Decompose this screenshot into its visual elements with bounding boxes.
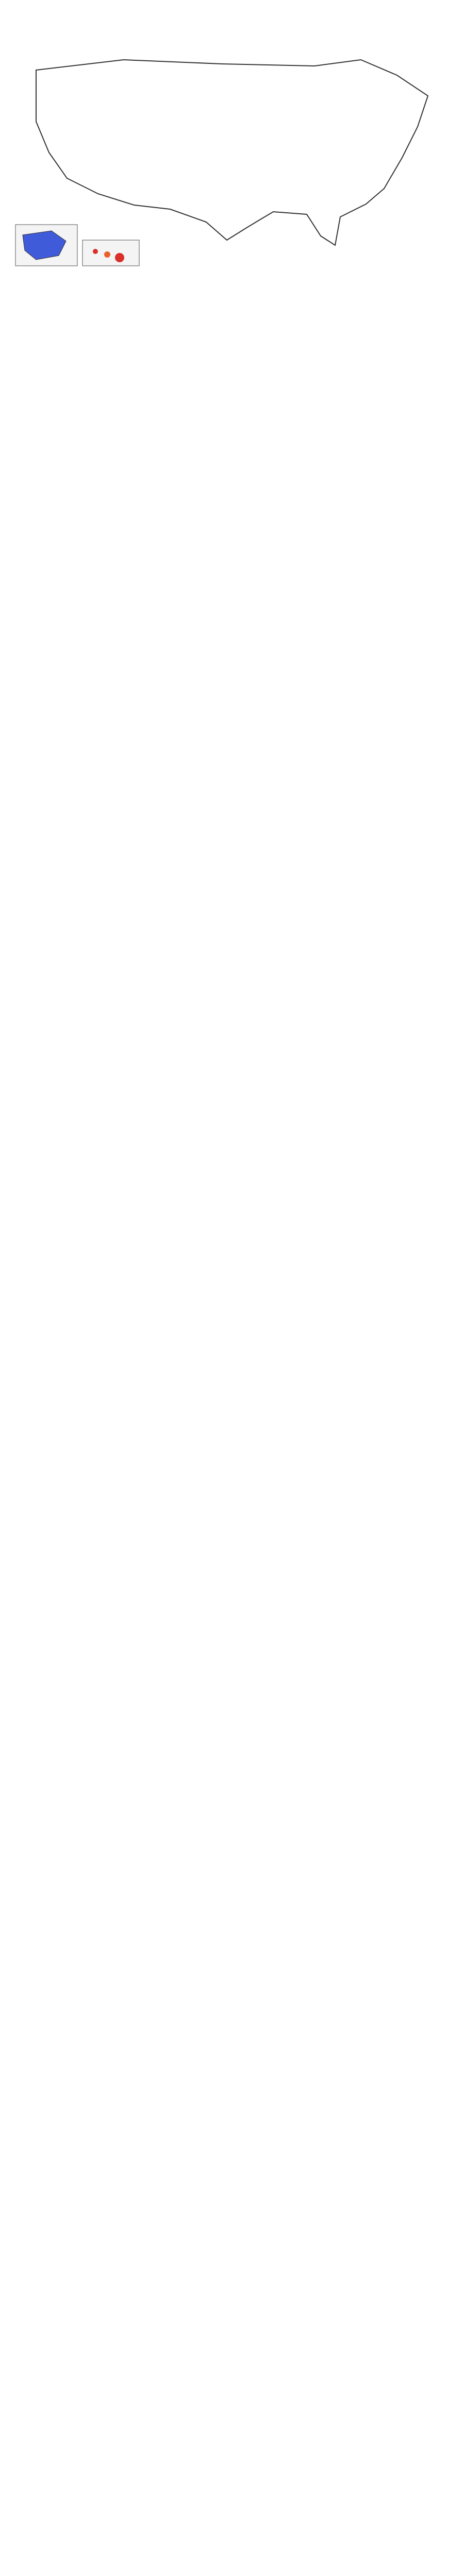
alaska-inset <box>15 225 77 266</box>
usa-outline <box>36 60 428 245</box>
hawaii-inset <box>82 240 139 266</box>
usa-map-graphic <box>5 39 459 276</box>
hardiness-map-section <box>5 39 459 276</box>
page-title <box>0 3 464 35</box>
hardiness-map <box>5 39 459 276</box>
